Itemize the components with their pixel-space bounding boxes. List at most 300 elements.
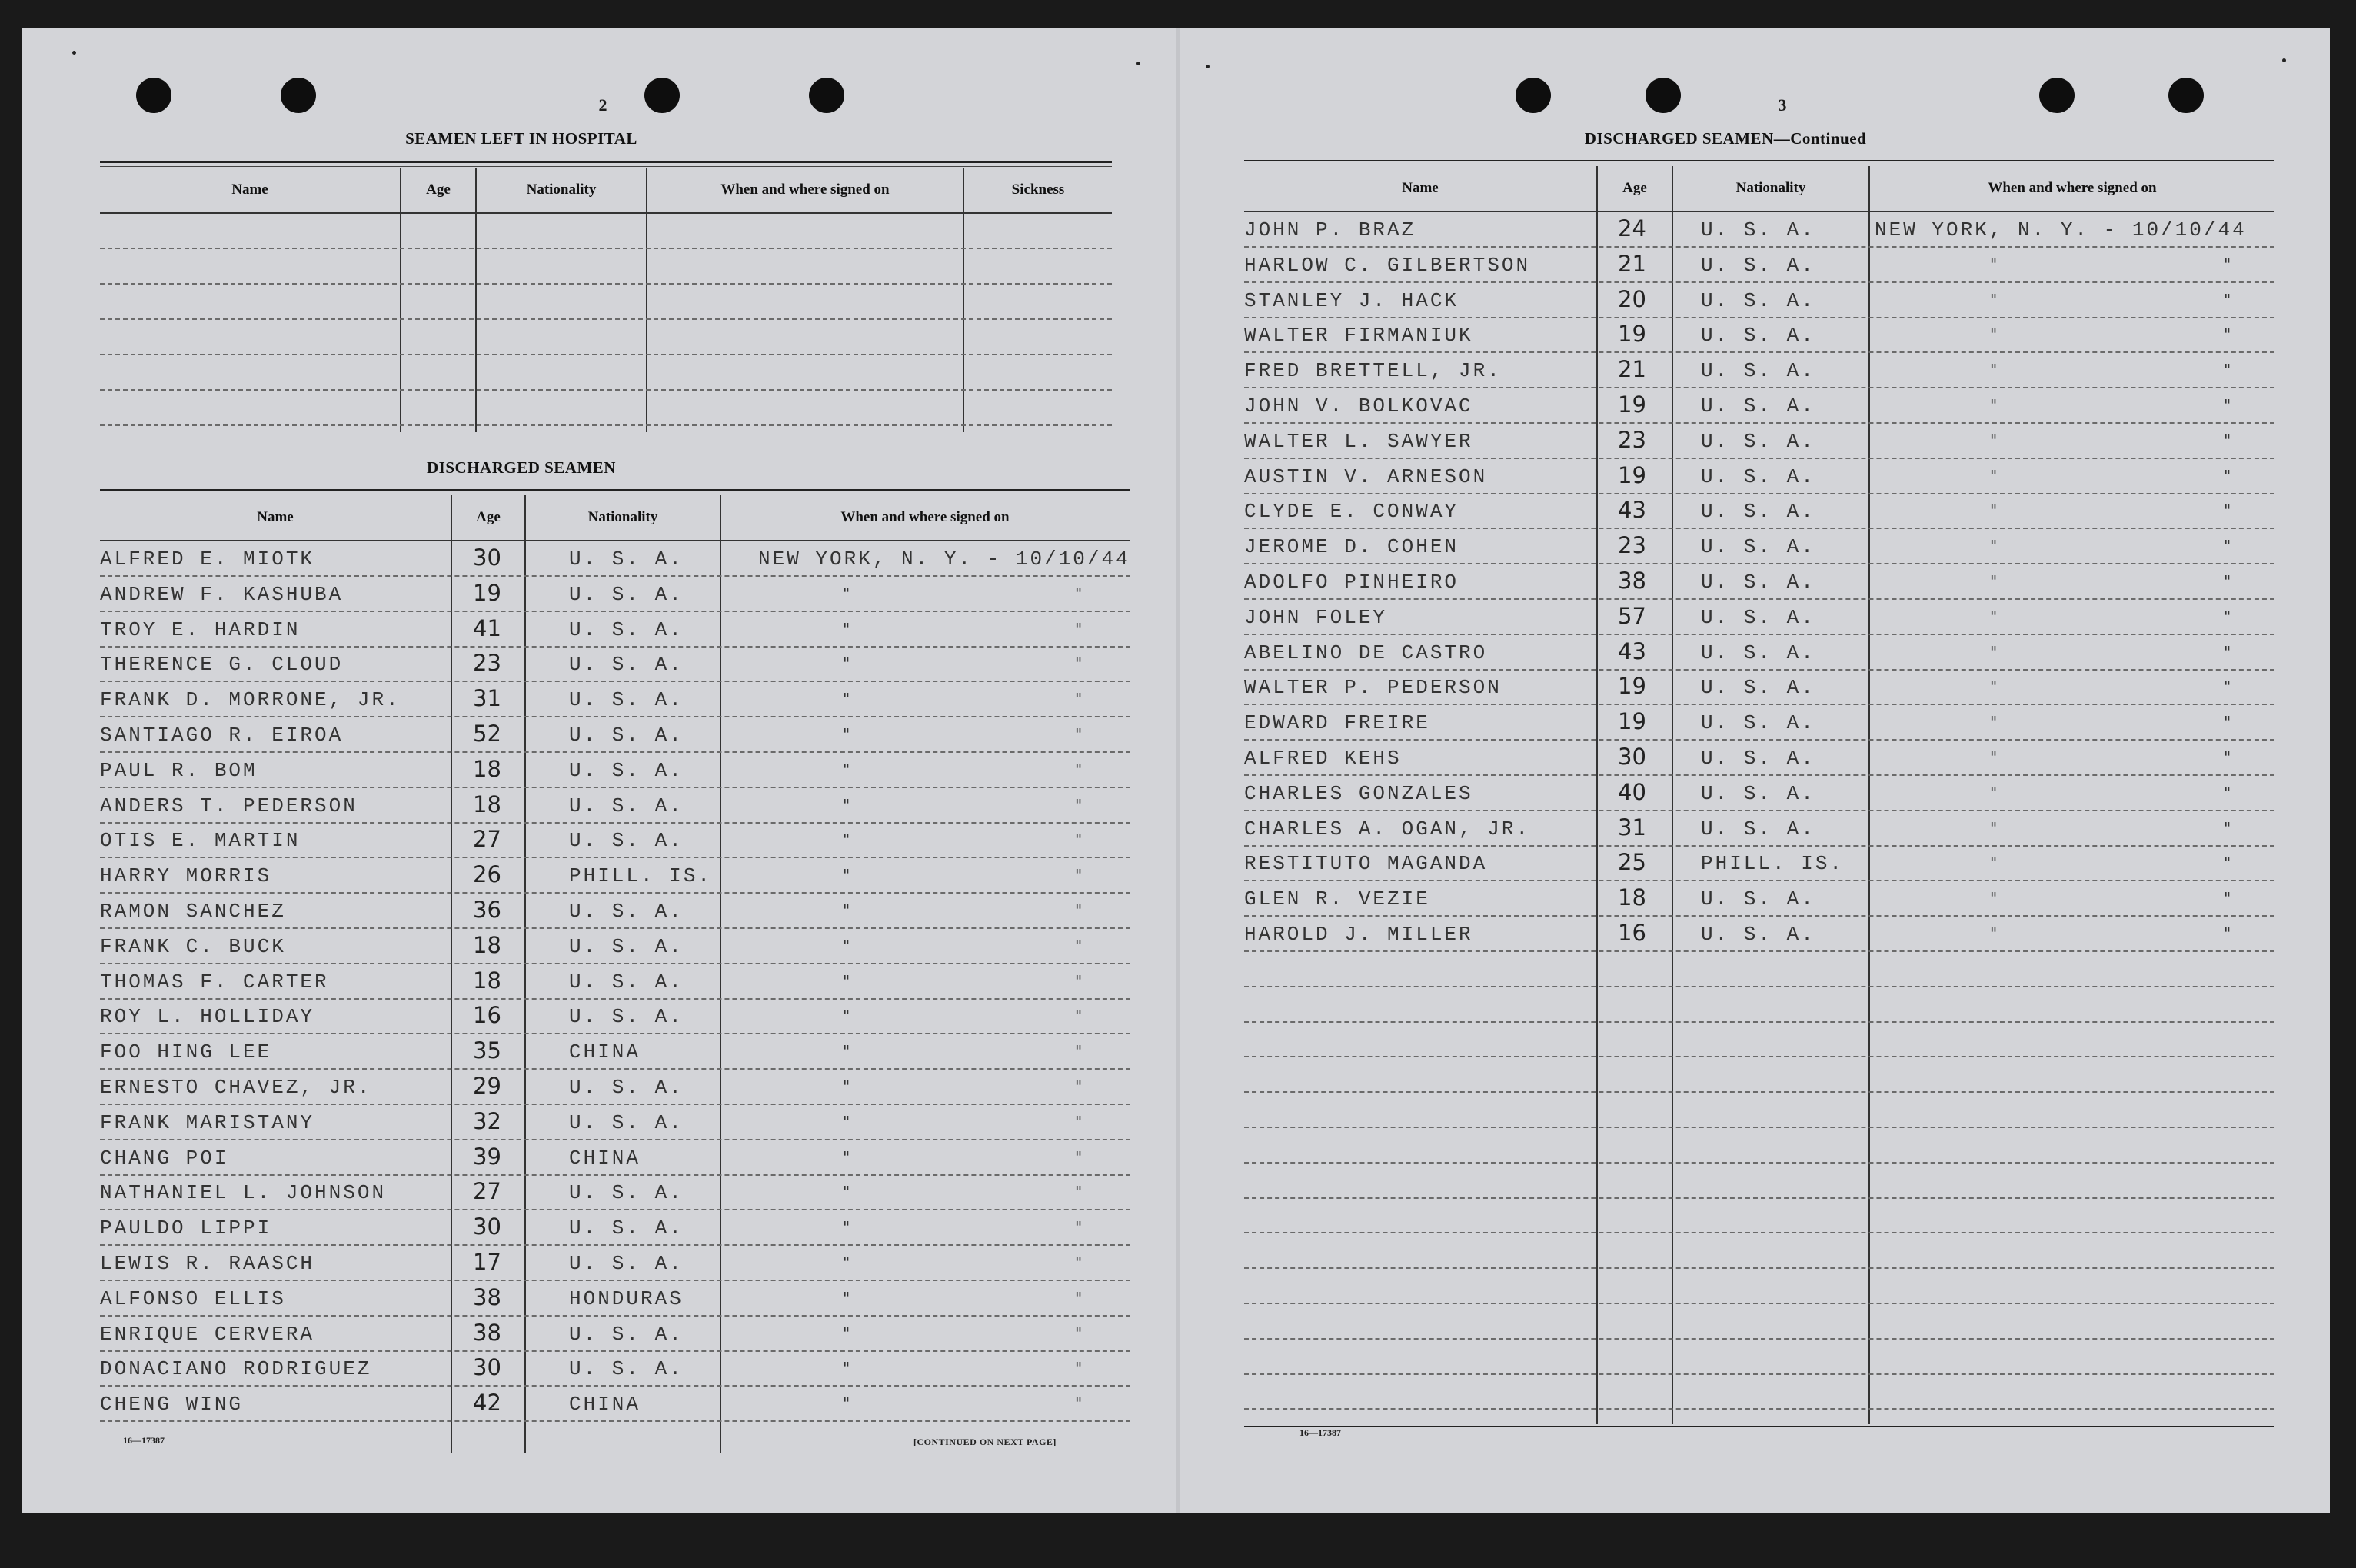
seaman-age: 18 xyxy=(473,791,501,817)
ditto-mark: " xyxy=(2224,713,2231,732)
ditto-mark: " xyxy=(2224,325,2231,345)
seaman-name: CHARLES A. OGAN, JR. xyxy=(1244,817,1531,841)
ditto-mark: " xyxy=(843,901,850,920)
continued-note: [CONTINUED ON NEXT PAGE] xyxy=(913,1437,1057,1447)
seaman-age: 18 xyxy=(473,755,501,782)
table-row xyxy=(100,1104,1130,1140)
seaman-nationality: PHILL. IS. xyxy=(1701,852,1845,876)
table-row xyxy=(100,681,1130,717)
seaman-nationality: U. S. A. xyxy=(1701,218,1815,241)
table-row xyxy=(100,1280,1130,1317)
empty-row xyxy=(1244,1303,2274,1340)
ditto-mark: " xyxy=(1990,361,1998,380)
seaman-nationality: U. S. A. xyxy=(569,724,684,747)
ditto-mark: " xyxy=(1075,1218,1083,1237)
seaman-nationality: U. S. A. xyxy=(1701,676,1815,700)
seaman-name: ROY L. HOLLIDAY xyxy=(100,1005,315,1029)
seaman-age: 43 xyxy=(1618,497,1646,524)
table-row xyxy=(100,1244,1130,1281)
ditto-mark: " xyxy=(843,866,850,885)
ditto-mark: " xyxy=(843,1112,850,1131)
ditto-mark: " xyxy=(1990,607,1998,626)
seaman-age: 20 xyxy=(1618,285,1646,312)
seaman-age: 31 xyxy=(473,685,501,712)
seaman-nationality: U. S. A. xyxy=(569,829,684,853)
seaman-age: 52 xyxy=(473,721,501,747)
table-row xyxy=(100,716,1130,753)
seaman-nationality: U. S. A. xyxy=(1701,747,1815,770)
ditto-mark: " xyxy=(843,1253,850,1272)
seaman-name: EDWARD FREIRE xyxy=(1244,711,1430,735)
empty-row xyxy=(1244,1267,2274,1304)
seaman-nationality: U. S. A. xyxy=(569,548,684,571)
ditto-mark: " xyxy=(2224,537,2231,556)
seaman-nationality: U. S. A. xyxy=(1701,429,1815,453)
seaman-age: 39 xyxy=(473,1143,501,1170)
seaman-age: 19 xyxy=(1618,708,1646,735)
ditto-mark: " xyxy=(1075,901,1083,920)
seaman-name: HAROLD J. MILLER xyxy=(1244,923,1473,946)
ditto-mark: " xyxy=(2224,290,2231,309)
seaman-nationality: HONDURAS xyxy=(569,1287,684,1310)
col-header-name: Name xyxy=(1402,180,1439,196)
seaman-name: NATHANIEL L. JOHNSON xyxy=(100,1181,387,1205)
col-header-nationality: Nationality xyxy=(526,181,597,198)
seaman-name: THERENCE G. CLOUD xyxy=(100,653,344,677)
ditto-mark: " xyxy=(1990,713,1998,732)
seaman-nationality: U. S. A. xyxy=(1701,464,1815,488)
ditto-mark: " xyxy=(843,619,850,638)
seaman-name: GLEN R. VEZIE xyxy=(1244,887,1430,911)
seaman-nationality: U. S. A. xyxy=(1701,324,1815,348)
seaman-age: 30 xyxy=(473,1213,501,1240)
table-row xyxy=(1244,739,2274,776)
seaman-age: 30 xyxy=(473,1354,501,1381)
discharged-continued-title xyxy=(1510,129,1941,148)
seaman-name: PAUL R. BOM xyxy=(100,758,258,782)
seaman-age: 30 xyxy=(473,544,501,571)
ditto-mark: " xyxy=(1990,290,1998,309)
seaman-nationality: U. S. A. xyxy=(1701,711,1815,735)
form-code: 16—17387 xyxy=(1299,1427,1341,1438)
ditto-mark: " xyxy=(2224,255,2231,274)
ditto-mark: " xyxy=(1075,1042,1083,1061)
empty-row xyxy=(1244,950,2274,987)
ditto-mark: " xyxy=(1075,619,1083,638)
col-header-nationality: Nationality xyxy=(1735,180,1806,196)
ditto-mark: " xyxy=(1075,584,1083,603)
seaman-age: 21 xyxy=(1618,356,1646,383)
seaman-nationality: U. S. A. xyxy=(569,900,684,923)
seaman-name: AUSTIN V. ARNESON xyxy=(1244,464,1488,488)
ditto-mark: " xyxy=(843,725,850,744)
table-row xyxy=(100,892,1130,929)
ditto-mark: " xyxy=(2224,572,2231,591)
ditto-mark: " xyxy=(1075,1323,1083,1343)
seaman-name: WALTER P. PEDERSON xyxy=(1244,676,1502,700)
ditto-mark: " xyxy=(843,1007,850,1026)
seaman-nationality: U. S. A. xyxy=(1701,781,1815,805)
table-row xyxy=(100,575,1130,612)
seaman-nationality: U. S. A. xyxy=(1701,923,1815,946)
table-header xyxy=(1244,166,2274,212)
seaman-nationality: U. S. A. xyxy=(569,653,684,677)
seaman-name: ABELINO DE CASTRO xyxy=(1244,641,1488,664)
seaman-age: 16 xyxy=(473,1002,501,1029)
seaman-name: ALFRED KEHS xyxy=(1244,747,1402,770)
table-row xyxy=(1244,316,2274,353)
seaman-name: FRANK C. BUCK xyxy=(100,934,286,958)
seaman-name: FRED BRETTELL, JR. xyxy=(1244,359,1502,383)
seaman-age: 25 xyxy=(1618,849,1646,876)
ditto-mark: " xyxy=(843,1288,850,1307)
title-main: DISCHARGED SEAMEN xyxy=(1584,129,1774,148)
seaman-age: 57 xyxy=(1618,602,1646,629)
ditto-mark: " xyxy=(1075,725,1083,744)
seaman-name: CHENG WING xyxy=(100,1393,244,1417)
seaman-nationality: U. S. A. xyxy=(569,618,684,641)
empty-row xyxy=(100,318,1112,355)
table-row xyxy=(1244,668,2274,705)
ditto-mark: " xyxy=(1990,854,1998,873)
empty-row xyxy=(100,248,1112,285)
seaman-nationality: U. S. A. xyxy=(1701,359,1815,383)
seaman-nationality: U. S. A. xyxy=(1701,394,1815,418)
seaman-age: 38 xyxy=(473,1319,501,1346)
seaman-nationality: U. S. A. xyxy=(1701,571,1815,594)
seaman-age: 23 xyxy=(1618,426,1646,453)
document-scan xyxy=(22,28,2330,1513)
seaman-name: WALTER FIRMANIUK xyxy=(1244,324,1473,348)
ditto-mark: " xyxy=(1075,1112,1083,1131)
ditto-mark: " xyxy=(1075,690,1083,709)
seaman-nationality: U. S. A. xyxy=(569,582,684,606)
table-row xyxy=(100,1174,1130,1210)
ditto-mark: " xyxy=(843,1394,850,1413)
table-row xyxy=(100,1385,1130,1422)
seaman-name: ADOLFO PINHEIRO xyxy=(1244,571,1459,594)
seaman-age: 19 xyxy=(473,579,501,606)
table-row xyxy=(100,857,1130,894)
ditto-mark: " xyxy=(2224,677,2231,697)
empty-row xyxy=(1244,1127,2274,1164)
ditto-mark: " xyxy=(2224,642,2231,661)
ditto-mark: " xyxy=(843,584,850,603)
seaman-nationality: U. S. A. xyxy=(569,1322,684,1346)
seaman-nationality: U. S. A. xyxy=(569,1110,684,1134)
ditto-mark: " xyxy=(843,1218,850,1237)
ditto-mark: " xyxy=(2224,924,2231,943)
seaman-nationality: U. S. A. xyxy=(569,970,684,994)
seaman-age: 18 xyxy=(1618,884,1646,911)
seaman-name: ERNESTO CHAVEZ, JR. xyxy=(100,1076,372,1099)
hospital-section-title: SEAMEN LEFT IN HOSPITAL xyxy=(405,129,637,148)
seaman-name: JOHN V. BOLKOVAC xyxy=(1244,394,1473,418)
ditto-mark: " xyxy=(1990,501,1998,521)
seaman-nationality: U. S. A. xyxy=(569,688,684,712)
seaman-name: ALFONSO ELLIS xyxy=(100,1287,286,1310)
seaman-name: TROY E. HARDIN xyxy=(100,618,301,641)
table-row xyxy=(100,1209,1130,1246)
ditto-mark: " xyxy=(1075,1147,1083,1167)
seaman-age: 29 xyxy=(473,1073,501,1099)
ditto-mark: " xyxy=(1990,255,1998,274)
discharged-continued-table xyxy=(1244,160,2274,1441)
table-row xyxy=(1244,422,2274,459)
seaman-nationality: U. S. A. xyxy=(1701,500,1815,524)
hospital-table xyxy=(100,161,1112,432)
ditto-mark: " xyxy=(843,1183,850,1202)
seaman-age: 21 xyxy=(1618,250,1646,277)
empty-row xyxy=(1244,986,2274,1023)
seaman-name: LEWIS R. RAASCH xyxy=(100,1252,315,1275)
table-row xyxy=(100,540,1130,577)
title-suffix: —Continued xyxy=(1773,129,1867,148)
seaman-name: ANDERS T. PEDERSON xyxy=(100,794,358,817)
seaman-name: JOHN P. BRAZ xyxy=(1244,218,1416,241)
seaman-age: 38 xyxy=(1618,568,1646,594)
empty-row xyxy=(100,283,1112,320)
ditto-mark: " xyxy=(2224,361,2231,380)
seaman-age: 35 xyxy=(473,1037,501,1064)
ditto-mark: " xyxy=(843,1042,850,1061)
ditto-mark: " xyxy=(1990,537,1998,556)
table-row xyxy=(100,1068,1130,1105)
ditto-mark: " xyxy=(843,690,850,709)
table-row xyxy=(1244,246,2274,283)
empty-row xyxy=(100,354,1112,391)
ditto-mark: " xyxy=(1075,1359,1083,1378)
ditto-mark: " xyxy=(2224,607,2231,626)
seaman-nationality: U. S. A. xyxy=(569,794,684,817)
empty-row xyxy=(1244,1338,2274,1375)
col-header-age: Age xyxy=(426,181,451,198)
table-row xyxy=(1244,810,2274,847)
table-row xyxy=(1244,492,2274,529)
seaman-nationality: CHINA xyxy=(569,1040,641,1064)
page-number: 2 xyxy=(598,95,607,115)
signed-on-value: NEW YORK, N. Y. - 10/10/44 xyxy=(758,548,1130,571)
ditto-mark: " xyxy=(2224,818,2231,837)
seaman-nationality: U. S. A. xyxy=(1701,253,1815,277)
ditto-mark: " xyxy=(1075,1288,1083,1307)
seaman-nationality: U. S. A. xyxy=(1701,605,1815,629)
seaman-name: JOHN FOLEY xyxy=(1244,605,1388,629)
table-row xyxy=(100,751,1130,788)
col-header-signed-on: When and where signed on xyxy=(720,181,890,198)
ditto-mark: " xyxy=(1075,1253,1083,1272)
seaman-name: ENRIQUE CERVERA xyxy=(100,1322,315,1346)
ditto-mark: " xyxy=(1075,866,1083,885)
empty-row xyxy=(1244,1232,2274,1269)
table-row xyxy=(1244,774,2274,811)
seaman-age: 27 xyxy=(473,1178,501,1205)
table-row xyxy=(100,1033,1130,1070)
seaman-age: 18 xyxy=(473,931,501,958)
empty-row xyxy=(1244,1373,2274,1410)
seaman-nationality: U. S. A. xyxy=(1701,288,1815,312)
col-header-name: Name xyxy=(257,509,294,525)
seaman-age: 23 xyxy=(1618,532,1646,559)
seaman-nationality: PHILL. IS. xyxy=(569,864,713,888)
ditto-mark: " xyxy=(1990,572,1998,591)
table-row xyxy=(1244,387,2274,424)
table-row xyxy=(1244,211,2274,248)
table-row xyxy=(1244,844,2274,881)
seaman-name: PAULDO LIPPI xyxy=(100,1217,272,1240)
ditto-mark: " xyxy=(1075,971,1083,990)
ditto-mark: " xyxy=(843,936,850,955)
seaman-nationality: U. S. A. xyxy=(1701,535,1815,559)
table-row xyxy=(100,927,1130,964)
seaman-name: ANDREW F. KASHUBA xyxy=(100,582,344,606)
seaman-age: 27 xyxy=(473,826,501,853)
seaman-nationality: U. S. A. xyxy=(569,1252,684,1275)
ditto-mark: " xyxy=(1990,889,1998,908)
table-row xyxy=(1244,281,2274,318)
right-page xyxy=(1180,28,2330,1513)
ditto-mark: " xyxy=(843,831,850,850)
col-header-age: Age xyxy=(476,509,501,525)
left-page xyxy=(22,28,1175,1513)
col-header-signed-on: When and where signed on xyxy=(1988,180,2157,196)
seaman-age: 19 xyxy=(1618,321,1646,348)
ditto-mark: " xyxy=(1990,466,1998,485)
seaman-name: HARLOW C. GILBERTSON xyxy=(1244,253,1531,277)
table-row xyxy=(100,821,1130,858)
seaman-age: 43 xyxy=(1618,638,1646,664)
ditto-mark: " xyxy=(2224,854,2231,873)
seaman-age: 19 xyxy=(1618,391,1646,418)
discharged-table-header xyxy=(100,495,1130,541)
ditto-mark: " xyxy=(843,795,850,814)
seaman-name: OTIS E. MARTIN xyxy=(100,829,301,853)
table-row xyxy=(1244,528,2274,564)
seaman-nationality: U. S. A. xyxy=(569,1217,684,1240)
seaman-age: 36 xyxy=(473,897,501,923)
col-header-sickness: Sickness xyxy=(1011,181,1065,198)
col-header-nationality: Nationality xyxy=(587,509,658,525)
table-row xyxy=(1244,351,2274,388)
empty-row xyxy=(1244,1091,2274,1128)
discharged-section-title: DISCHARGED SEAMEN xyxy=(427,458,616,477)
seaman-name: ALFRED E. MIOTK xyxy=(100,548,315,571)
seaman-age: 17 xyxy=(473,1249,501,1275)
table-row xyxy=(100,1350,1130,1387)
empty-row xyxy=(100,212,1112,249)
seaman-nationality: U. S. A. xyxy=(569,758,684,782)
ditto-mark: " xyxy=(843,654,850,674)
seaman-nationality: CHINA xyxy=(569,1146,641,1170)
seaman-age: 31 xyxy=(1618,814,1646,841)
table-row xyxy=(1244,458,2274,494)
seaman-nationality: U. S. A. xyxy=(1701,887,1815,911)
ditto-mark: " xyxy=(1075,760,1083,779)
empty-row xyxy=(1244,1020,2274,1057)
ditto-mark: " xyxy=(843,971,850,990)
ditto-mark: " xyxy=(1990,396,1998,414)
discharged-table xyxy=(100,489,1130,1458)
seaman-age: 19 xyxy=(1618,673,1646,700)
table-row xyxy=(100,611,1130,648)
ditto-mark: " xyxy=(843,1077,850,1096)
ditto-mark: " xyxy=(1990,748,1998,767)
ditto-mark: " xyxy=(1075,1077,1083,1096)
form-code: 16—17387 xyxy=(123,1435,165,1446)
table-row xyxy=(1244,598,2274,635)
ditto-mark: " xyxy=(1075,1183,1083,1202)
empty-row xyxy=(1244,1056,2274,1093)
ditto-mark: " xyxy=(2224,889,2231,908)
ditto-mark: " xyxy=(1075,1394,1083,1413)
ditto-mark: " xyxy=(1990,818,1998,837)
ditto-mark: " xyxy=(1990,924,1998,943)
table-row xyxy=(100,1139,1130,1176)
seaman-nationality: U. S. A. xyxy=(569,934,684,958)
ditto-mark: " xyxy=(843,760,850,779)
seaman-name: RESTITUTO MAGANDA xyxy=(1244,852,1488,876)
col-header-age: Age xyxy=(1622,180,1647,196)
col-header-name: Name xyxy=(231,181,268,198)
ditto-mark: " xyxy=(1075,654,1083,674)
table-row xyxy=(100,997,1130,1034)
seaman-nationality: CHINA xyxy=(569,1393,641,1417)
table-row xyxy=(100,787,1130,824)
ditto-mark: " xyxy=(843,1323,850,1343)
seaman-name: FRANK MARISTANY xyxy=(100,1110,315,1134)
ditto-mark: " xyxy=(1990,431,1998,450)
ditto-mark: " xyxy=(843,1359,850,1378)
seaman-name: WALTER L. SAWYER xyxy=(1244,429,1473,453)
ditto-mark: " xyxy=(1075,795,1083,814)
seaman-nationality: U. S. A. xyxy=(1701,817,1815,841)
seaman-age: 42 xyxy=(473,1390,501,1417)
col-header-signed-on: When and where signed on xyxy=(840,509,1010,525)
seaman-age: 32 xyxy=(473,1107,501,1134)
ditto-mark: " xyxy=(1075,831,1083,850)
ditto-mark: " xyxy=(2224,466,2231,485)
ditto-mark: " xyxy=(1075,936,1083,955)
seaman-name: FRANK D. MORRONE, JR. xyxy=(100,688,401,712)
seaman-age: 41 xyxy=(473,614,501,641)
page-number: 3 xyxy=(1778,95,1787,115)
seaman-age: 23 xyxy=(473,650,501,677)
table-row xyxy=(1244,915,2274,952)
seaman-name: CHARLES GONZALES xyxy=(1244,781,1473,805)
signed-on-value: NEW YORK, N. Y. - 10/10/44 xyxy=(1875,218,2247,241)
ditto-mark: " xyxy=(2224,783,2231,802)
seaman-nationality: U. S. A. xyxy=(569,1357,684,1381)
seaman-nationality: U. S. A. xyxy=(1701,641,1815,664)
empty-row xyxy=(1244,1197,2274,1233)
table-row xyxy=(1244,704,2274,741)
table-row xyxy=(1244,634,2274,671)
seaman-name: SANTIAGO R. EIROA xyxy=(100,724,344,747)
table-row xyxy=(1244,563,2274,600)
seaman-name: FOO HING LEE xyxy=(100,1040,272,1064)
ditto-mark: " xyxy=(2224,431,2231,450)
ditto-mark: " xyxy=(843,1147,850,1167)
seaman-age: 18 xyxy=(473,967,501,994)
ditto-mark: " xyxy=(1990,677,1998,697)
ditto-mark: " xyxy=(1075,1007,1083,1026)
ditto-mark: " xyxy=(2224,501,2231,521)
table-row xyxy=(100,1315,1130,1352)
ditto-mark: " xyxy=(1990,783,1998,802)
seaman-name: RAMON SANCHEZ xyxy=(100,900,286,923)
seaman-age: 16 xyxy=(1618,920,1646,946)
seaman-age: 40 xyxy=(1618,778,1646,805)
